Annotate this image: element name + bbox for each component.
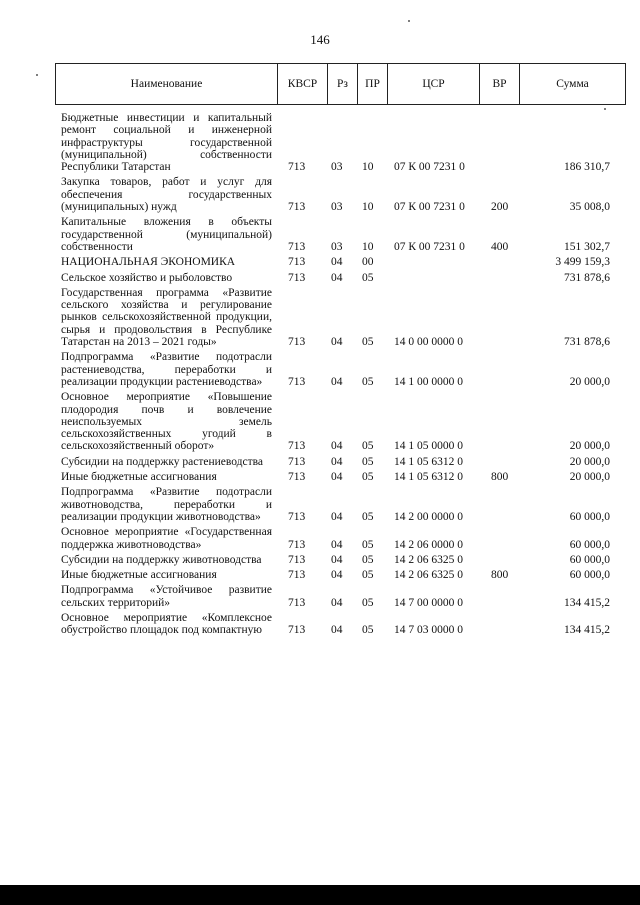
table-row bbox=[0, 526, 640, 554]
row-rz: 04 bbox=[331, 455, 343, 468]
row-csr: 07 К 00 7231 0 bbox=[394, 240, 465, 253]
row-kvsr: 713 bbox=[288, 596, 306, 609]
row-kvsr: 713 bbox=[288, 256, 306, 269]
table-row bbox=[0, 351, 640, 391]
table-body bbox=[0, 112, 640, 640]
table-row bbox=[0, 287, 640, 351]
row-pr: 05 bbox=[362, 624, 374, 637]
table-row bbox=[0, 584, 640, 612]
row-sum: 20 000,0 bbox=[569, 375, 610, 388]
column-header-rz: Рз bbox=[328, 64, 358, 105]
row-pr: 05 bbox=[362, 538, 374, 551]
table-row bbox=[0, 216, 640, 256]
row-kvsr: 713 bbox=[288, 201, 306, 214]
row-csr: 14 2 06 0000 0 bbox=[394, 538, 463, 551]
row-sum: 20 000,0 bbox=[569, 455, 610, 468]
row-name: Подпрограмма «Развитие подотрасли животноводства, переработки и реализации продукции животноводства» bbox=[61, 486, 272, 523]
row-pr: 05 bbox=[362, 455, 374, 468]
row-sum: 20 000,0 bbox=[569, 440, 610, 453]
row-name: Государственная программа «Развитие сельского хозяйства и регулирование рынков сельскохозяйственной продукции, сырья и продовольствия в Республике Татарстан на 2013 – 2021 годы» bbox=[61, 286, 272, 349]
table-row bbox=[0, 272, 640, 287]
row-csr: 14 1 00 0000 0 bbox=[394, 375, 463, 388]
row-sum: 20 000,0 bbox=[569, 471, 610, 484]
row-rz: 04 bbox=[331, 538, 343, 551]
column-header-pr: ПР bbox=[358, 64, 388, 105]
scan-speck bbox=[408, 20, 410, 22]
row-rz: 04 bbox=[331, 624, 343, 637]
row-name: Основное мероприятие «Повышение плодородия почв и вовлечение неиспользуемых земель сельскохозяйственных угодий в сельскохозяйственный оборот» bbox=[61, 391, 272, 453]
row-rz: 04 bbox=[331, 553, 343, 566]
table-row bbox=[0, 486, 640, 526]
scan-bottom-edge bbox=[0, 885, 640, 905]
row-name: Основное мероприятие «Государственная поддержка животноводства» bbox=[61, 526, 272, 551]
row-rz: 04 bbox=[331, 336, 343, 349]
table-header bbox=[55, 63, 626, 105]
row-rz: 03 bbox=[331, 201, 343, 214]
scan-speck bbox=[604, 108, 606, 110]
table-row bbox=[0, 612, 640, 640]
table-row bbox=[0, 456, 640, 471]
row-pr: 10 bbox=[362, 161, 374, 174]
row-rz: 04 bbox=[331, 510, 343, 523]
table-row bbox=[0, 391, 640, 455]
column-header-vr: ВР bbox=[480, 64, 520, 105]
row-rz: 04 bbox=[331, 375, 343, 388]
row-csr: 14 2 06 6325 0 bbox=[394, 553, 463, 566]
row-rz: 04 bbox=[331, 596, 343, 609]
row-sum: 60 000,0 bbox=[569, 569, 610, 582]
row-name: Субсидии на поддержку животноводства bbox=[61, 553, 262, 566]
row-csr: 14 1 05 0000 0 bbox=[394, 440, 463, 453]
row-name: Закупка товаров, работ и услуг для обеспечения государственных (муниципальных) нужд bbox=[61, 176, 272, 214]
row-name: Подпрограмма «Развитие подотрасли растениеводства, переработки и реализации продукции растениеводства» bbox=[61, 351, 272, 388]
row-sum: 35 008,0 bbox=[569, 201, 610, 214]
table-row bbox=[0, 112, 640, 176]
row-pr: 05 bbox=[362, 553, 374, 566]
row-name: Капитальные вложения в объекты государственной (муниципальной) собственности bbox=[61, 216, 272, 253]
row-sum: 151 302,7 bbox=[564, 240, 610, 253]
row-kvsr: 713 bbox=[288, 569, 306, 582]
table-row bbox=[0, 471, 640, 486]
row-name: Основное мероприятие «Комплексное обустройство площадок под компактную bbox=[61, 611, 272, 637]
scan-speck bbox=[36, 74, 38, 76]
row-kvsr: 713 bbox=[288, 336, 306, 349]
row-csr: 07 К 00 7231 0 bbox=[394, 161, 465, 174]
row-vr: 800 bbox=[491, 569, 509, 582]
column-header-kvsr: КВСР bbox=[278, 64, 328, 105]
column-header-name: Наименование bbox=[56, 64, 278, 105]
row-sum: 186 310,7 bbox=[564, 161, 610, 174]
row-pr: 05 bbox=[362, 271, 374, 284]
row-rz: 04 bbox=[331, 256, 343, 269]
row-pr: 10 bbox=[362, 201, 374, 214]
row-kvsr: 713 bbox=[288, 624, 306, 637]
row-name: Подпрограмма «Устойчивое развитие сельских территорий» bbox=[61, 584, 272, 609]
row-pr: 10 bbox=[362, 240, 374, 253]
row-name: Иные бюджетные ассигнования bbox=[61, 569, 217, 582]
row-kvsr: 713 bbox=[288, 471, 306, 484]
row-csr: 14 2 06 6325 0 bbox=[394, 569, 463, 582]
row-pr: 00 bbox=[362, 256, 374, 269]
row-sum: 60 000,0 bbox=[569, 538, 610, 551]
column-header-sum: Сумма bbox=[520, 64, 626, 105]
row-vr: 800 bbox=[491, 471, 509, 484]
row-kvsr: 713 bbox=[288, 240, 306, 253]
row-sum: 60 000,0 bbox=[569, 510, 610, 523]
table-row bbox=[0, 569, 640, 584]
row-sum: 3 499 159,3 bbox=[555, 256, 610, 269]
table-row bbox=[0, 256, 640, 271]
row-csr: 14 1 05 6312 0 bbox=[394, 471, 463, 484]
row-sum: 134 415,2 bbox=[564, 596, 610, 609]
row-name: Бюджетные инвестиции и капитальный ремонт социальной и инженерной инфраструктуры государственной (муниципальной) собственности Республики Татарстан bbox=[61, 112, 272, 174]
row-kvsr: 713 bbox=[288, 440, 306, 453]
row-csr: 14 2 00 0000 0 bbox=[394, 510, 463, 523]
row-kvsr: 713 bbox=[288, 538, 306, 551]
row-rz: 03 bbox=[331, 240, 343, 253]
row-rz: 04 bbox=[331, 440, 343, 453]
row-pr: 05 bbox=[362, 596, 374, 609]
row-name: Иные бюджетные ассигнования bbox=[61, 471, 217, 484]
row-csr: 14 7 00 0000 0 bbox=[394, 596, 463, 609]
row-csr: 14 7 03 0000 0 bbox=[394, 624, 463, 637]
row-sum: 134 415,2 bbox=[564, 624, 610, 637]
row-kvsr: 713 bbox=[288, 455, 306, 468]
table-row bbox=[0, 176, 640, 216]
row-sum: 731 878,6 bbox=[564, 336, 610, 349]
row-rz: 04 bbox=[331, 471, 343, 484]
table-row bbox=[0, 554, 640, 569]
row-pr: 05 bbox=[362, 336, 374, 349]
row-pr: 05 bbox=[362, 440, 374, 453]
row-rz: 03 bbox=[331, 161, 343, 174]
row-name: Субсидии на поддержку растениеводства bbox=[61, 455, 264, 468]
row-kvsr: 713 bbox=[288, 161, 306, 174]
row-kvsr: 713 bbox=[288, 271, 306, 284]
column-header-csr: ЦСР bbox=[388, 64, 480, 105]
page-number: 146 bbox=[310, 32, 330, 47]
row-kvsr: 713 bbox=[288, 553, 306, 566]
row-csr: 14 0 00 0000 0 bbox=[394, 336, 463, 349]
row-name: Сельское хозяйство и рыболовство bbox=[61, 271, 233, 284]
row-csr: 14 1 05 6312 0 bbox=[394, 455, 463, 468]
row-vr: 400 bbox=[491, 240, 509, 253]
row-sum: 731 878,6 bbox=[564, 271, 610, 284]
row-csr: 07 К 00 7231 0 bbox=[394, 201, 465, 214]
row-kvsr: 713 bbox=[288, 375, 306, 388]
row-pr: 05 bbox=[362, 569, 374, 582]
row-name: НАЦИОНАЛЬНАЯ ЭКОНОМИКА bbox=[61, 256, 236, 269]
row-pr: 05 bbox=[362, 471, 374, 484]
row-pr: 05 bbox=[362, 375, 374, 388]
row-pr: 05 bbox=[362, 510, 374, 523]
row-sum: 60 000,0 bbox=[569, 553, 610, 566]
row-rz: 04 bbox=[331, 271, 343, 284]
row-rz: 04 bbox=[331, 569, 343, 582]
row-kvsr: 713 bbox=[288, 510, 306, 523]
row-vr: 200 bbox=[491, 201, 509, 214]
